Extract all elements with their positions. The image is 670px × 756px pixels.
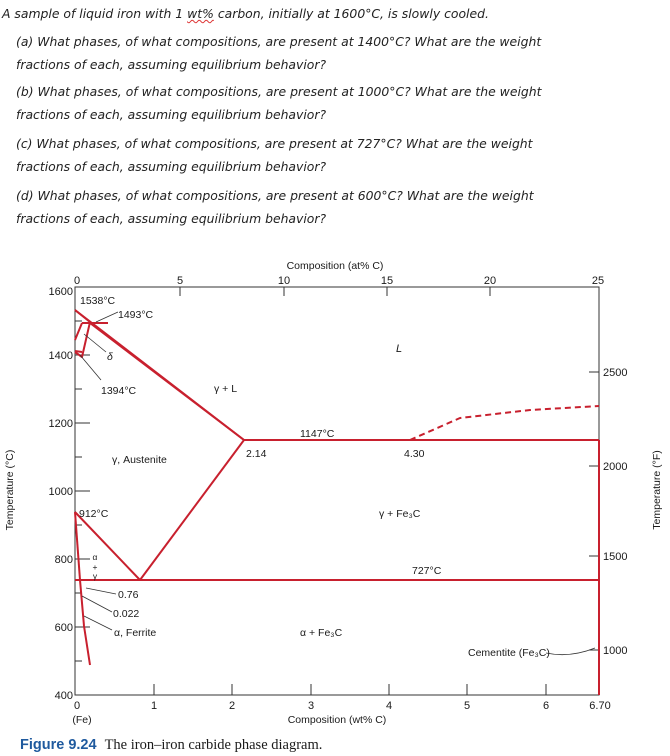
top-tick-label: 25 [591,275,605,287]
label-austenite: γ, Austenite [112,454,167,466]
question-b-line2: fractions of each, assuming equilibrium behavior? [16,107,327,122]
svg-text:γ: γ [92,571,98,581]
leader-lines [80,312,595,655]
bottom-tick-label: 6 [542,700,550,712]
question-d-line1: (d) What phases, of what compositions, are present at 600°C? What are the weight [16,188,534,203]
figure-number: Figure 9.24 [20,737,97,753]
label-1394: 1394°C [101,385,137,397]
liquidus-left [75,310,410,440]
right-tick-label: 2000 [603,461,628,473]
a3-line [75,512,140,580]
top-tick-label: 10 [277,275,291,287]
label-gamma-liquid: γ + L [214,383,238,395]
top-tick-label: 0 [73,275,81,287]
intro-wt-misspelled: wt% [187,6,214,21]
left-tick-label: 1000 [48,486,73,498]
left-tick-label: 1400 [48,350,73,362]
problem-intro [2,6,489,21]
left-tick-label: 400 [54,690,73,702]
right-tick-label: 1500 [603,551,628,563]
bottom-tick-label: 1 [150,700,158,712]
bottom-ticks [154,684,546,695]
question-c-line2: fractions of each, assuming equilibrium behavior? [16,159,327,174]
liquidus-right-dashed [410,406,599,440]
bottom-axis-title: Composition (wt% C) [287,714,387,726]
label-gamma-fe3c: γ + Fe₃C [379,508,421,520]
left-tick-label: 600 [54,622,73,634]
right-tick-label: 2500 [603,367,628,379]
delta-gamma-boundary [75,323,82,340]
label-1538: 1538°C [80,295,116,307]
label-1493: 1493°C [118,309,154,321]
left-tick-label: 800 [54,554,73,566]
label-alpha-fe3c: α + Fe₃C [300,627,343,639]
label-0-76: 0.76 [118,589,139,601]
alpha-gamma-boundary [75,512,80,580]
label-alpha-gamma-stack [93,552,98,581]
figure-title: The iron–iron carbide phase diagram. [104,737,323,753]
svg-text:α: α [92,552,98,562]
intro-text-end: carbon, initially at 1600°C, is slowly cooled. [213,6,489,21]
label-1147: 1147°C [300,428,335,440]
bottom-tick-label: 5 [463,700,471,712]
top-ticks [180,287,490,296]
ferrite-solvus [80,580,90,665]
question-d-line2: fractions of each, assuming equilibrium behavior? [16,211,327,226]
left-tick-label: 1600 [48,286,73,298]
question-a-line2: fractions of each, assuming equilibrium behavior? [16,57,327,72]
bottom-tick-label: 3 [307,700,315,712]
label-727: 727°C [412,565,442,577]
left-tick-label: 1200 [48,418,73,430]
label-cementite: Cementite (Fe₃C) [468,647,550,659]
right-axis-title: Temperature (°F) [651,450,663,530]
left-axis-title: Temperature (°C) [4,449,16,531]
top-tick-label: 20 [483,275,497,287]
bottom-tick-label: 6.70 [589,700,611,712]
bottom-tick-label: 4 [385,700,393,712]
label-liquid: L [396,343,403,355]
bottom-tick-label: 2 [228,700,236,712]
question-a-line1: (a) What phases, of what compositions, are present at 1400°C? What are the weight [16,34,542,49]
right-tick-label: 1000 [603,645,628,657]
label-0-022: 0.022 [113,608,140,620]
top-axis-title: Composition (at% C) [286,260,384,272]
question-b-line1: (b) What phases, of what compositions, are present at 1000°C? What are the weight [16,84,542,99]
top-tick-label: 15 [380,275,394,287]
label-delta: δ [107,351,113,363]
fe-label: (Fe) [72,714,92,726]
question-c-line1: (c) What phases, of what compositions, are present at 727°C? What are the weight [16,136,533,151]
top-tick-label: 5 [176,275,184,287]
label-912: 912°C [79,508,109,520]
bottom-tick-label: 0 [73,700,81,712]
label-4-30: 4.30 [404,448,425,460]
right-ticks [589,372,599,650]
figure-caption [20,737,322,754]
iron-carbide-phase-diagram [0,252,670,732]
svg-text:+: + [92,562,98,572]
label-ferrite: α, Ferrite [114,627,157,639]
label-2-14: 2.14 [246,448,267,460]
solidus-line [90,323,244,440]
intro-text-start: A sample of liquid iron with 1 [2,6,188,21]
